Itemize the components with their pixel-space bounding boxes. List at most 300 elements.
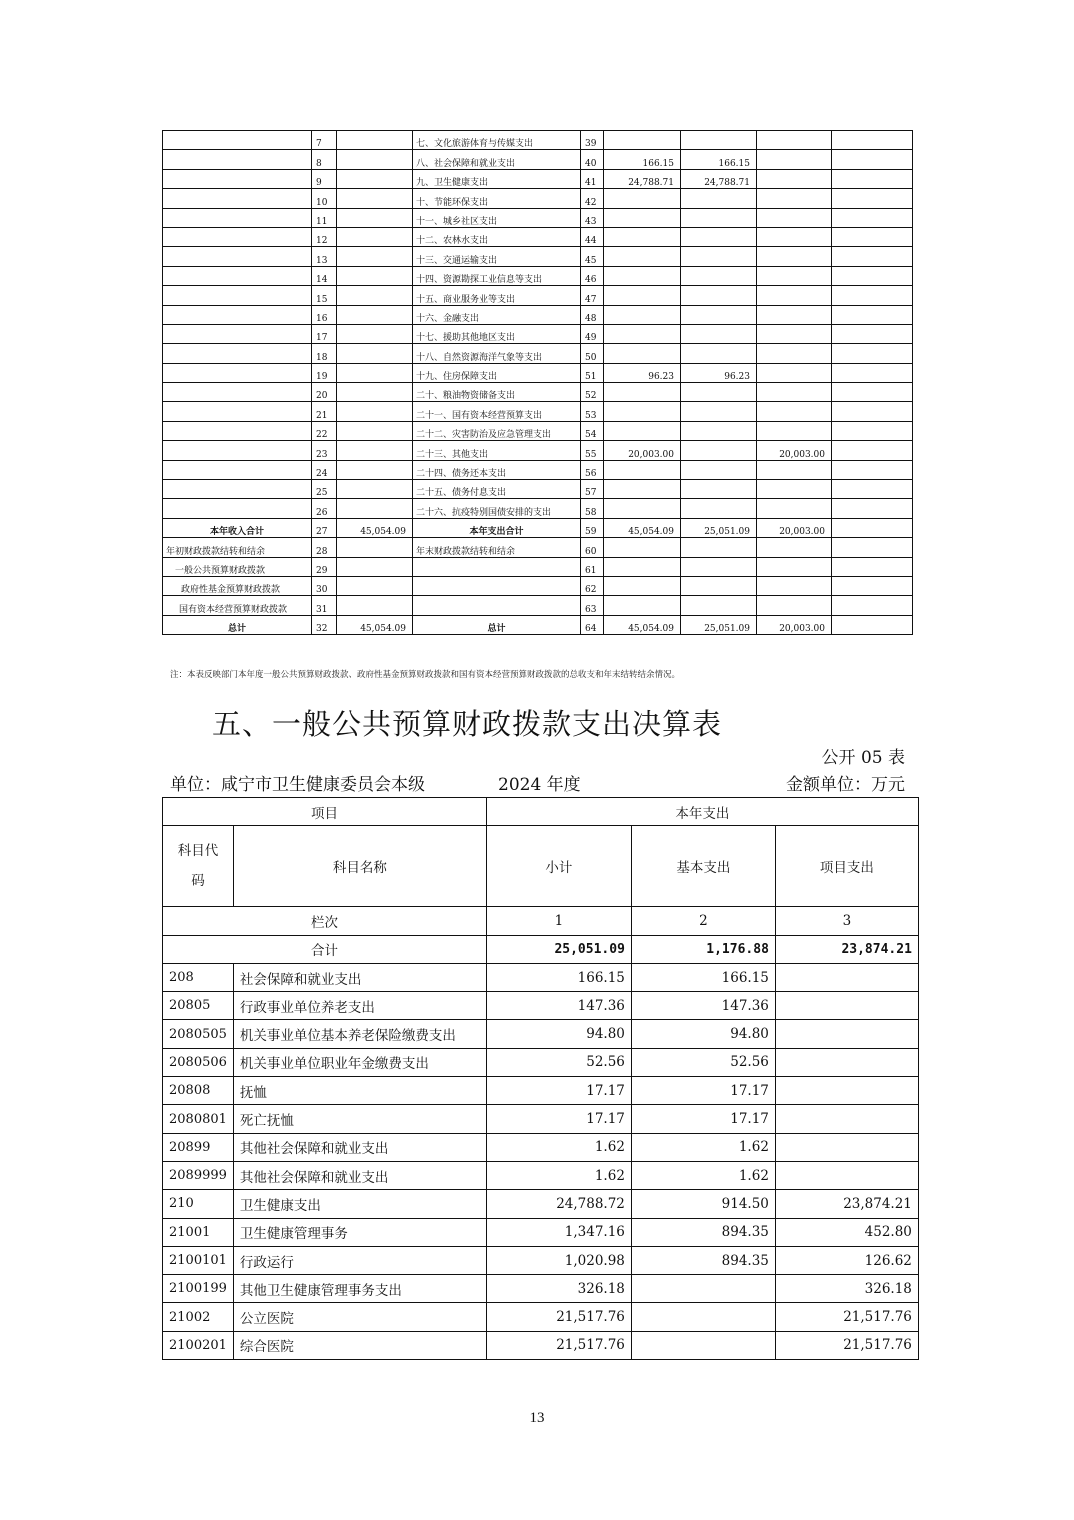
left-label-cell bbox=[163, 131, 312, 150]
general-budget-amount bbox=[681, 131, 757, 150]
total-project: 23,874.21 bbox=[775, 935, 918, 963]
subject-code: 21001 bbox=[163, 1218, 234, 1246]
project-expenditure bbox=[775, 1161, 918, 1189]
government-fund-amount bbox=[757, 402, 832, 421]
total-amount bbox=[604, 596, 681, 615]
government-fund-amount bbox=[757, 576, 832, 595]
right-label-cell: 十九、住房保障支出 bbox=[413, 363, 581, 382]
right-line-number: 53 bbox=[581, 402, 604, 421]
summary-row bbox=[163, 460, 913, 479]
right-line-number: 49 bbox=[581, 324, 604, 343]
right-line-number: 63 bbox=[581, 596, 604, 615]
left-line-number: 29 bbox=[312, 557, 337, 576]
right-line-number: 62 bbox=[581, 576, 604, 595]
state-capital-amount bbox=[832, 499, 913, 518]
table-row bbox=[163, 1275, 919, 1303]
summary-row bbox=[163, 421, 913, 440]
right-label-cell: 二十三、其他支出 bbox=[413, 441, 581, 460]
project-expenditure bbox=[775, 1133, 918, 1161]
right-label-cell: 十、节能环保支出 bbox=[413, 189, 581, 208]
summary-row bbox=[163, 596, 913, 615]
summary-row bbox=[163, 344, 913, 363]
left-amount bbox=[337, 499, 413, 518]
left-label-cell bbox=[163, 480, 312, 499]
left-label-cell bbox=[163, 266, 312, 285]
subtotal-amount: 17.17 bbox=[486, 1077, 631, 1105]
right-label-cell: 二十六、抗疫特别国债安排的支出 bbox=[413, 499, 581, 518]
left-amount bbox=[337, 363, 413, 382]
subject-code: 2100101 bbox=[163, 1246, 234, 1274]
subject-name: 机关事业单位基本养老保险缴费支出 bbox=[233, 1020, 486, 1048]
left-line-number: 28 bbox=[312, 538, 337, 557]
left-label-cell: 政府性基金预算财政拨款 bbox=[163, 576, 312, 595]
total-amount bbox=[604, 344, 681, 363]
general-budget-amount: 25,051.09 bbox=[681, 518, 757, 537]
fiscal-year: 2024 年度 bbox=[498, 775, 581, 795]
government-fund-amount bbox=[757, 131, 832, 150]
left-label-cell bbox=[163, 383, 312, 402]
total-row bbox=[163, 935, 919, 963]
right-line-number: 51 bbox=[581, 363, 604, 382]
government-fund-amount bbox=[757, 324, 832, 343]
left-line-number: 27 bbox=[312, 518, 337, 537]
left-label-cell: 本年收入合计 bbox=[163, 518, 312, 537]
general-budget-amount: 24,788.71 bbox=[681, 169, 757, 188]
total-amount bbox=[604, 189, 681, 208]
left-label-cell bbox=[163, 499, 312, 518]
right-line-number: 59 bbox=[581, 518, 604, 537]
subject-code: 208 bbox=[163, 963, 234, 991]
government-fund-amount bbox=[757, 596, 832, 615]
total-amount bbox=[604, 421, 681, 440]
summary-row bbox=[163, 363, 913, 382]
subtotal-amount: 1,020.98 bbox=[486, 1246, 631, 1274]
subject-name: 社会保障和就业支出 bbox=[233, 963, 486, 991]
header-project: 项目 bbox=[163, 798, 487, 826]
general-budget-amount bbox=[681, 208, 757, 227]
summary-row bbox=[163, 247, 913, 266]
column-number-1: 1 bbox=[486, 907, 631, 935]
left-line-number: 22 bbox=[312, 421, 337, 440]
left-label-cell bbox=[163, 421, 312, 440]
right-line-number: 58 bbox=[581, 499, 604, 518]
project-expenditure bbox=[775, 1048, 918, 1076]
left-label-cell bbox=[163, 344, 312, 363]
government-fund-amount bbox=[757, 247, 832, 266]
column-number-row bbox=[163, 907, 919, 935]
left-label-cell bbox=[163, 460, 312, 479]
left-amount bbox=[337, 480, 413, 499]
subtotal-amount: 24,788.72 bbox=[486, 1190, 631, 1218]
amount-unit: 金额单位：万元 bbox=[786, 775, 905, 795]
subject-name: 卫生健康管理事务 bbox=[233, 1218, 486, 1246]
summary-row bbox=[163, 402, 913, 421]
summary-row bbox=[163, 208, 913, 227]
right-label-cell: 二十五、债务付息支出 bbox=[413, 480, 581, 499]
state-capital-amount bbox=[832, 538, 913, 557]
total-amount bbox=[604, 460, 681, 479]
summary-row bbox=[163, 169, 913, 188]
left-line-number: 12 bbox=[312, 227, 337, 246]
project-expenditure bbox=[775, 963, 918, 991]
state-capital-amount bbox=[832, 441, 913, 460]
left-line-number: 14 bbox=[312, 266, 337, 285]
total-amount bbox=[604, 208, 681, 227]
basic-expenditure: 17.17 bbox=[631, 1077, 775, 1105]
table-number: 公开 05 表 bbox=[821, 748, 905, 768]
header-project-exp: 项目支出 bbox=[775, 826, 918, 907]
right-line-number: 43 bbox=[581, 208, 604, 227]
right-line-number: 45 bbox=[581, 247, 604, 266]
government-fund-amount bbox=[757, 266, 832, 285]
right-label-cell: 二十四、债务还本支出 bbox=[413, 460, 581, 479]
basic-expenditure: 17.17 bbox=[631, 1105, 775, 1133]
subject-code: 20808 bbox=[163, 1077, 234, 1105]
right-label-cell: 十一、城乡社区支出 bbox=[413, 208, 581, 227]
right-label-cell: 十四、资源勘探工业信息等支出 bbox=[413, 266, 581, 285]
left-label-cell bbox=[163, 363, 312, 382]
subtotal-amount: 94.80 bbox=[486, 1020, 631, 1048]
project-expenditure bbox=[775, 1077, 918, 1105]
table-row bbox=[163, 1246, 919, 1274]
column-number-label: 栏次 bbox=[163, 907, 487, 935]
total-subtotal: 25,051.09 bbox=[486, 935, 631, 963]
state-capital-amount bbox=[832, 286, 913, 305]
government-fund-amount bbox=[757, 305, 832, 324]
general-budget-amount bbox=[681, 460, 757, 479]
state-capital-amount bbox=[832, 518, 913, 537]
summary-row bbox=[163, 557, 913, 576]
summary-row bbox=[163, 227, 913, 246]
right-line-number: 46 bbox=[581, 266, 604, 285]
right-label-cell: 十六、金融支出 bbox=[413, 305, 581, 324]
basic-expenditure: 166.15 bbox=[631, 963, 775, 991]
left-amount bbox=[337, 538, 413, 557]
government-fund-amount: 20,003.00 bbox=[757, 441, 832, 460]
header-subtotal: 小计 bbox=[486, 826, 631, 907]
summary-row bbox=[163, 615, 913, 634]
right-line-number: 64 bbox=[581, 615, 604, 634]
government-fund-amount: 20,003.00 bbox=[757, 615, 832, 634]
table-row bbox=[163, 1020, 919, 1048]
government-fund-amount bbox=[757, 189, 832, 208]
subject-name: 卫生健康支出 bbox=[233, 1190, 486, 1218]
left-amount bbox=[337, 441, 413, 460]
total-label: 合计 bbox=[163, 935, 487, 963]
total-amount: 96.23 bbox=[604, 363, 681, 382]
general-budget-amount bbox=[681, 286, 757, 305]
left-amount bbox=[337, 596, 413, 615]
right-label-cell: 本年支出合计 bbox=[413, 518, 581, 537]
right-line-number: 39 bbox=[581, 131, 604, 150]
left-amount bbox=[337, 576, 413, 595]
government-fund-amount bbox=[757, 150, 832, 169]
general-budget-amount bbox=[681, 480, 757, 499]
general-budget-amount bbox=[681, 538, 757, 557]
total-amount bbox=[604, 480, 681, 499]
upper-summary-table bbox=[162, 130, 913, 635]
basic-expenditure: 94.80 bbox=[631, 1020, 775, 1048]
left-line-number: 32 bbox=[312, 615, 337, 634]
summary-row bbox=[163, 499, 913, 518]
state-capital-amount bbox=[832, 363, 913, 382]
left-label-cell bbox=[163, 150, 312, 169]
general-budget-amount bbox=[681, 344, 757, 363]
right-label-cell: 八、社会保障和就业支出 bbox=[413, 150, 581, 169]
subject-code: 210 bbox=[163, 1190, 234, 1218]
subtotal-amount: 166.15 bbox=[486, 963, 631, 991]
expenditure-table bbox=[162, 797, 919, 1360]
summary-row bbox=[163, 441, 913, 460]
right-line-number: 47 bbox=[581, 286, 604, 305]
left-amount bbox=[337, 227, 413, 246]
left-amount bbox=[337, 131, 413, 150]
general-budget-amount bbox=[681, 189, 757, 208]
government-fund-amount bbox=[757, 499, 832, 518]
left-label-cell bbox=[163, 227, 312, 246]
left-line-number: 20 bbox=[312, 383, 337, 402]
government-fund-amount bbox=[757, 383, 832, 402]
state-capital-amount bbox=[832, 480, 913, 499]
subtotal-amount: 1.62 bbox=[486, 1133, 631, 1161]
left-line-number: 13 bbox=[312, 247, 337, 266]
summary-row bbox=[163, 480, 913, 499]
subject-code: 20805 bbox=[163, 992, 234, 1020]
right-label-cell: 二十二、灾害防治及应急管理支出 bbox=[413, 421, 581, 440]
right-label-cell: 十五、商业服务业等支出 bbox=[413, 286, 581, 305]
total-amount: 45,054.09 bbox=[604, 615, 681, 634]
subject-name: 死亡抚恤 bbox=[233, 1105, 486, 1133]
left-line-number: 31 bbox=[312, 596, 337, 615]
state-capital-amount bbox=[832, 421, 913, 440]
project-expenditure: 126.62 bbox=[775, 1246, 918, 1274]
left-amount bbox=[337, 557, 413, 576]
basic-expenditure: 147.36 bbox=[631, 992, 775, 1020]
left-amount bbox=[337, 286, 413, 305]
general-budget-amount bbox=[681, 421, 757, 440]
total-amount: 166.15 bbox=[604, 150, 681, 169]
total-amount bbox=[604, 131, 681, 150]
right-label-cell: 十八、自然资源海洋气象等支出 bbox=[413, 344, 581, 363]
subject-name: 其他社会保障和就业支出 bbox=[233, 1133, 486, 1161]
summary-row bbox=[163, 576, 913, 595]
header-current-year: 本年支出 bbox=[486, 798, 918, 826]
left-label-cell: 国有资本经营预算财政拨款 bbox=[163, 596, 312, 615]
state-capital-amount bbox=[832, 557, 913, 576]
right-line-number: 48 bbox=[581, 305, 604, 324]
state-capital-amount bbox=[832, 189, 913, 208]
general-budget-amount: 25,051.09 bbox=[681, 615, 757, 634]
right-label-cell bbox=[413, 557, 581, 576]
table-row bbox=[163, 1190, 919, 1218]
state-capital-amount bbox=[832, 169, 913, 188]
state-capital-amount bbox=[832, 208, 913, 227]
table-row bbox=[163, 992, 919, 1020]
right-label-cell: 二十一、国有资本经营预算支出 bbox=[413, 402, 581, 421]
left-amount bbox=[337, 421, 413, 440]
column-number-3: 3 bbox=[775, 907, 918, 935]
total-amount: 24,788.71 bbox=[604, 169, 681, 188]
general-budget-amount bbox=[681, 383, 757, 402]
table-row bbox=[163, 1218, 919, 1246]
summary-row bbox=[163, 383, 913, 402]
left-label-cell: 一般公共预算财政拨款 bbox=[163, 557, 312, 576]
project-expenditure: 452.80 bbox=[775, 1218, 918, 1246]
left-label-cell bbox=[163, 324, 312, 343]
basic-expenditure bbox=[631, 1331, 775, 1359]
left-label-cell bbox=[163, 208, 312, 227]
table-note: 注：本表反映部门本年度一般公共预算财政拨款、政府性基金预算财政拨款和国有资本经营预算财政拨款的总收支和年末结转结余情况。 bbox=[170, 670, 681, 680]
left-label-cell: 年初财政拨款结转和结余 bbox=[163, 538, 312, 557]
state-capital-amount bbox=[832, 227, 913, 246]
summary-row bbox=[163, 189, 913, 208]
right-label-cell: 九、卫生健康支出 bbox=[413, 169, 581, 188]
state-capital-amount bbox=[832, 305, 913, 324]
general-budget-amount: 166.15 bbox=[681, 150, 757, 169]
left-line-number: 18 bbox=[312, 344, 337, 363]
right-label-cell bbox=[413, 576, 581, 595]
general-budget-amount bbox=[681, 441, 757, 460]
subtotal-amount: 1,347.16 bbox=[486, 1218, 631, 1246]
total-amount bbox=[604, 324, 681, 343]
subject-name: 抚恤 bbox=[233, 1077, 486, 1105]
basic-expenditure: 1.62 bbox=[631, 1133, 775, 1161]
right-line-number: 44 bbox=[581, 227, 604, 246]
general-budget-amount bbox=[681, 227, 757, 246]
basic-expenditure: 1.62 bbox=[631, 1161, 775, 1189]
state-capital-amount bbox=[832, 131, 913, 150]
total-amount bbox=[604, 383, 681, 402]
basic-expenditure: 914.50 bbox=[631, 1190, 775, 1218]
right-label-cell: 十七、援助其他地区支出 bbox=[413, 324, 581, 343]
right-line-number: 56 bbox=[581, 460, 604, 479]
government-fund-amount bbox=[757, 286, 832, 305]
right-line-number: 52 bbox=[581, 383, 604, 402]
government-fund-amount bbox=[757, 169, 832, 188]
left-line-number: 26 bbox=[312, 499, 337, 518]
state-capital-amount bbox=[832, 266, 913, 285]
total-amount bbox=[604, 247, 681, 266]
summary-row bbox=[163, 538, 913, 557]
subtotal-amount: 1.62 bbox=[486, 1161, 631, 1189]
right-label-cell: 七、文化旅游体育与传媒支出 bbox=[413, 131, 581, 150]
state-capital-amount bbox=[832, 596, 913, 615]
right-label-cell: 十二、农林水支出 bbox=[413, 227, 581, 246]
left-label-cell bbox=[163, 169, 312, 188]
table-row bbox=[163, 1331, 919, 1359]
left-line-number: 23 bbox=[312, 441, 337, 460]
state-capital-amount bbox=[832, 247, 913, 266]
left-line-number: 21 bbox=[312, 402, 337, 421]
left-label-cell bbox=[163, 247, 312, 266]
left-label-cell bbox=[163, 441, 312, 460]
government-fund-amount bbox=[757, 208, 832, 227]
subject-name: 机关事业单位职业年金缴费支出 bbox=[233, 1048, 486, 1076]
summary-row bbox=[163, 286, 913, 305]
table-row bbox=[163, 1048, 919, 1076]
left-amount bbox=[337, 169, 413, 188]
left-amount bbox=[337, 150, 413, 169]
total-amount bbox=[604, 227, 681, 246]
table-row bbox=[163, 1133, 919, 1161]
table-row bbox=[163, 1303, 919, 1331]
subtotal-amount: 52.56 bbox=[486, 1048, 631, 1076]
project-expenditure: 326.18 bbox=[775, 1275, 918, 1303]
subject-code: 2080801 bbox=[163, 1105, 234, 1133]
subject-code: 2100201 bbox=[163, 1331, 234, 1359]
left-label-cell bbox=[163, 189, 312, 208]
summary-row bbox=[163, 150, 913, 169]
state-capital-amount bbox=[832, 615, 913, 634]
total-amount bbox=[604, 266, 681, 285]
subject-name: 其他社会保障和就业支出 bbox=[233, 1161, 486, 1189]
project-expenditure bbox=[775, 1020, 918, 1048]
government-fund-amount bbox=[757, 227, 832, 246]
general-budget-amount bbox=[681, 499, 757, 518]
subtotal-amount: 17.17 bbox=[486, 1105, 631, 1133]
left-amount bbox=[337, 402, 413, 421]
left-line-number: 15 bbox=[312, 286, 337, 305]
subtotal-amount: 326.18 bbox=[486, 1275, 631, 1303]
column-number-2: 2 bbox=[631, 907, 775, 935]
left-label-cell bbox=[163, 286, 312, 305]
left-label-cell bbox=[163, 402, 312, 421]
general-budget-amount: 96.23 bbox=[681, 363, 757, 382]
subject-code: 2100199 bbox=[163, 1275, 234, 1303]
left-amount: 45,054.09 bbox=[337, 518, 413, 537]
subject-code: 2089999 bbox=[163, 1161, 234, 1189]
left-line-number: 9 bbox=[312, 169, 337, 188]
summary-row bbox=[163, 131, 913, 150]
total-amount: 45,054.09 bbox=[604, 518, 681, 537]
table-row bbox=[163, 1161, 919, 1189]
subject-code: 20899 bbox=[163, 1133, 234, 1161]
left-label-cell bbox=[163, 305, 312, 324]
summary-row bbox=[163, 305, 913, 324]
government-fund-amount bbox=[757, 538, 832, 557]
summary-row bbox=[163, 324, 913, 343]
left-line-number: 16 bbox=[312, 305, 337, 324]
subject-name: 行政运行 bbox=[233, 1246, 486, 1274]
project-expenditure: 23,874.21 bbox=[775, 1190, 918, 1218]
summary-row bbox=[163, 266, 913, 285]
subject-name: 其他卫生健康管理事务支出 bbox=[233, 1275, 486, 1303]
left-label-cell: 总计 bbox=[163, 615, 312, 634]
general-budget-amount bbox=[681, 247, 757, 266]
subject-code: 21002 bbox=[163, 1303, 234, 1331]
header-row bbox=[163, 798, 919, 826]
government-fund-amount: 20,003.00 bbox=[757, 518, 832, 537]
total-basic: 1,176.88 bbox=[631, 935, 775, 963]
left-line-number: 19 bbox=[312, 363, 337, 382]
reporting-unit: 单位：咸宁市卫生健康委员会本级 bbox=[170, 775, 425, 795]
header-code: 科目代码 bbox=[163, 826, 234, 907]
project-expenditure bbox=[775, 992, 918, 1020]
table-row bbox=[163, 1105, 919, 1133]
subject-code: 2080505 bbox=[163, 1020, 234, 1048]
right-line-number: 61 bbox=[581, 557, 604, 576]
basic-expenditure: 894.35 bbox=[631, 1218, 775, 1246]
right-label-cell: 年末财政拨款结转和结余 bbox=[413, 538, 581, 557]
government-fund-amount bbox=[757, 421, 832, 440]
left-amount bbox=[337, 305, 413, 324]
right-label-cell: 十三、交通运输支出 bbox=[413, 247, 581, 266]
general-budget-amount bbox=[681, 305, 757, 324]
total-amount bbox=[604, 576, 681, 595]
page-number: 13 bbox=[529, 1410, 545, 1426]
total-amount bbox=[604, 305, 681, 324]
table-row bbox=[163, 1077, 919, 1105]
